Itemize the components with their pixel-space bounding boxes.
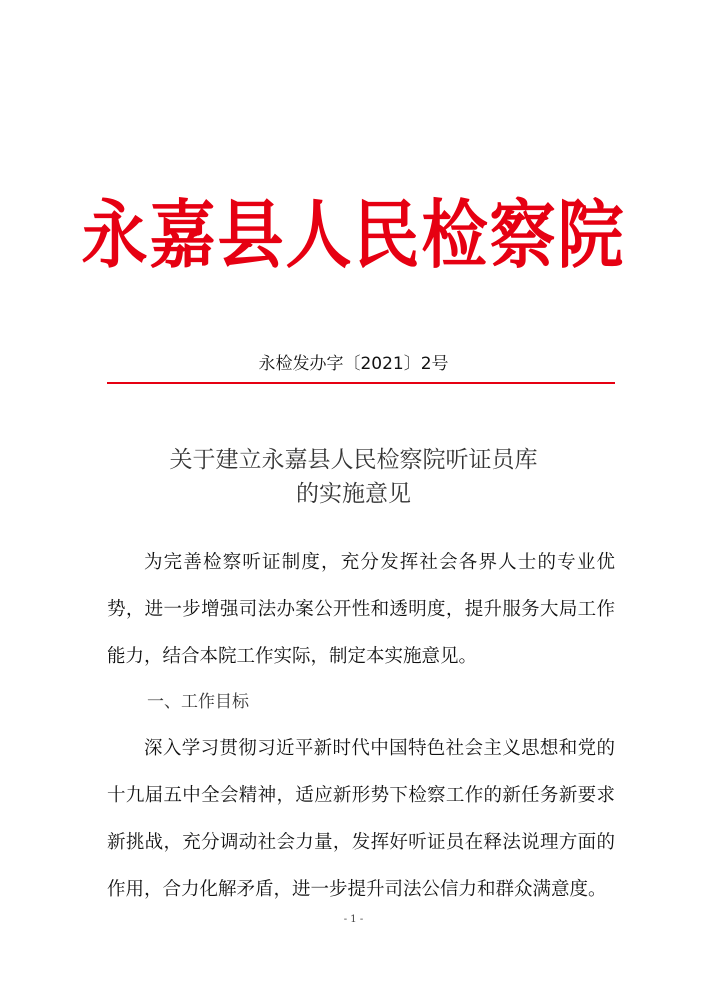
document-title-line-2: 的实施意见	[296, 481, 411, 507]
document-title-line-1: 关于建立永嘉县人民检察院听证员库	[169, 447, 538, 473]
section-1-paragraph: 深入学习贯彻习近平新时代中国特色社会主义思想和党的十九届五中全会精神，适应新形势下检察工作的新任务新要求新挑战，充分调动社会力量，发挥好听证员在释法说理方面的作用，合力化解矛盾，进一步提升司法公信力和群众满意度。	[107, 738, 615, 900]
section-1-heading: 一、工作目标	[147, 692, 249, 712]
document-title	[0, 443, 707, 511]
red-divider-line	[107, 382, 615, 384]
page-number: - 1 -	[343, 914, 364, 925]
document-number: 永检发办字〔2021〕2号	[258, 354, 449, 374]
intro-paragraph: 为完善检察听证制度，充分发挥社会各界人士的专业优势，进一步增强司法办案公开性和透明度，提升服务大局工作能力，结合本院工作实际，制定本实施意见。	[107, 552, 615, 667]
masthead-title: 永嘉县人民检察院	[81, 192, 626, 279]
